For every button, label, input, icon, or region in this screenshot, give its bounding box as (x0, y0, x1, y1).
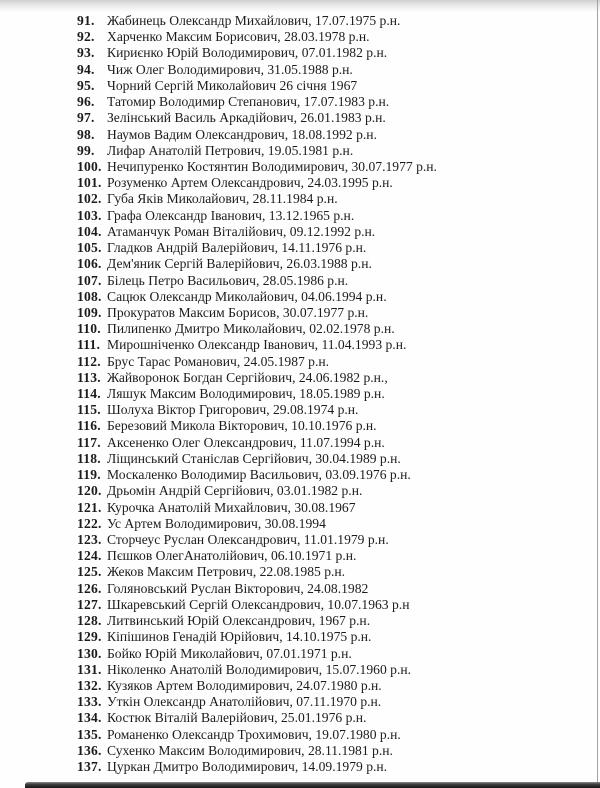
list-item-text: Гладков Андрій Валерійович, 14.11.1976 р.н. (107, 240, 367, 256)
list-item-text: Березовий Микола Вікторович, 10.10.1976 р.н. (107, 418, 377, 434)
list-item (0, 191, 600, 207)
list-item-number: 106. (77, 256, 102, 272)
list-item (0, 727, 600, 743)
list-item-number: 119. (77, 467, 101, 483)
list-item-text: Жеков Максим Петрович, 22.08.1985 р.н. (107, 564, 346, 580)
list-item (0, 386, 600, 402)
list-item-text: Сухенко Максим Володимирович, 28.11.1981 р.н. (107, 742, 393, 758)
list-item-text: Сацюк Олександр Миколайович, 04.06.1994 р.н. (107, 288, 387, 304)
list-item-number: 131. (77, 661, 102, 677)
list-item-number: 100. (77, 158, 102, 174)
list-item-number: 137. (77, 759, 102, 775)
list-item-text: Цуркан Дмитро Володимирович, 14.09.1979 р.н. (107, 759, 388, 775)
list-item (0, 548, 600, 564)
list-item-text: Харченко Максим Борисович, 28.03.1978 р.н. (107, 29, 370, 45)
list-item (0, 467, 600, 483)
list-item-number: 95. (77, 77, 95, 93)
list-item (0, 354, 600, 370)
list-item-text: Татомир Володимир Степанович, 17.07.1983 р.н. (107, 94, 390, 110)
list-item-number: 116. (77, 418, 101, 434)
list-item-number: 102. (77, 191, 102, 207)
list-item (0, 110, 600, 126)
list-item-number: 93. (77, 45, 95, 61)
list-item (0, 581, 600, 597)
list-item (0, 62, 600, 78)
list-item-number: 132. (77, 677, 102, 693)
list-item (0, 662, 600, 678)
list-item-text: Литвинський Юрій Олександрович, 1967 р.н. (107, 613, 371, 629)
list-item-text: Костюк Віталій Валерійович, 25.01.1976 р.н. (107, 710, 367, 726)
list-item (0, 646, 600, 662)
list-item (0, 305, 600, 321)
list-item-number: 111. (77, 337, 101, 353)
list-item-number: 130. (77, 645, 102, 661)
list-item-text: Уткін Олександр Анатолійович, 07.11.1970 р.н. (107, 694, 382, 710)
list-item-text: Дрьомін Андрій Сергійович, 03.01.1982 р.н. (107, 483, 363, 499)
list-item-number: 134. (77, 710, 102, 726)
list-item (0, 629, 600, 645)
list-item-text: Дем'яник Сергій Валерійович, 26.03.1988 р.н. (107, 256, 372, 272)
list-item (0, 45, 600, 61)
list-item-text: Білець Петро Васильович, 28.05.1986 р.н. (107, 272, 349, 288)
list-item-number: 129. (77, 629, 102, 645)
list-item (0, 29, 600, 45)
list-item-number: 115. (77, 402, 101, 418)
list-item (0, 321, 600, 337)
list-item-number: 121. (77, 499, 102, 515)
list-item (0, 402, 600, 418)
list-item (0, 532, 600, 548)
list-item (0, 289, 600, 305)
list-item (0, 694, 600, 710)
list-item (0, 516, 600, 532)
list-item-text: Мирошніченко Олександр Іванович, 11.04.1993 р.н. (107, 337, 407, 353)
list-item-text: Графа Олександр Іванович, 13.12.1965 р.н. (107, 207, 355, 223)
list-item (0, 451, 600, 467)
list-item-text: Губа Яків Миколайович, 28.11.1984 р.н. (107, 191, 338, 207)
list-item (0, 743, 600, 759)
list-item (0, 143, 600, 159)
list-item-number: 99. (77, 142, 95, 158)
list-item (0, 500, 600, 516)
list-item-text: Наумов Вадим Олександрович, 18.08.1992 р.н. (107, 126, 377, 142)
list-item (0, 483, 600, 499)
list-item-number: 136. (77, 742, 102, 758)
list-item-text: Сторчеус Руслан Олександрович, 11.01.1979 р.н. (107, 532, 389, 547)
list-item (0, 208, 600, 224)
list-item-number: 118. (77, 450, 101, 466)
list-item-number: 98. (77, 126, 95, 142)
list-item (0, 597, 600, 613)
list-item-number: 112. (77, 353, 101, 369)
list-item-number: 125. (77, 564, 102, 580)
list-item-text: Лифар Анатолій Петрович, 19.05.1981 р.н. (107, 142, 354, 158)
list-item-text: Кіпішинов Генадій Юрійович, 14.10.1975 р.н. (107, 629, 372, 645)
list-item-text: Москаленко Володимир Васильович, 03.09.1976 р.н. (107, 467, 411, 483)
list-item (0, 564, 600, 580)
list-item-number: 117. (77, 434, 101, 450)
list-item-text: Зелінський Василь Аркадійович, 26.01.1983 р.н. (107, 110, 386, 126)
list-item (0, 370, 600, 386)
list-item-text: Шкаревський Сергій Олександрович, 10.07.1963 р.н (107, 596, 410, 612)
list-item-number: 107. (77, 272, 102, 288)
list-item-text: Кириєнко Юрій Володимирович, 07.01.1982 р.н. (107, 45, 388, 61)
list-item (0, 224, 600, 240)
list-item-number: 113. (77, 369, 101, 385)
list-item-text: Голяновський Руслан Вікторович, 24.08.1982 (107, 580, 369, 596)
list-item-text: Ляшук Максим Володимирович, 18.05.1989 р.н. (107, 386, 385, 402)
list-item-text: Шолуха Віктор Григорович, 29.08.1974 р.н. (107, 402, 359, 418)
list-item-number: 96. (77, 94, 95, 110)
list-item-text: Бойко Юрій Миколайович, 07.01.1971 р.н. (107, 645, 352, 661)
list-item (0, 78, 600, 94)
list-item (0, 273, 600, 289)
list-item-number: 124. (77, 548, 102, 564)
list-item-number: 127. (77, 596, 102, 612)
scan-bottom-edge (25, 782, 600, 788)
list-item-text: Чорний Сергій Миколайович 26 січня 1967 (107, 77, 358, 93)
list-item-number: 135. (77, 726, 102, 742)
numbered-name-list (0, 13, 600, 775)
list-item-number: 120. (77, 483, 102, 499)
list-item-text: Пилипенко Дмитро Миколайович, 02.02.1978 р.н. (107, 321, 395, 337)
list-item-number: 110. (77, 321, 101, 337)
list-item-text: Ліщинський Станіслав Сергійович, 30.04.1989 р.н. (107, 450, 401, 466)
list-item (0, 175, 600, 191)
list-item-number: 123. (77, 532, 102, 547)
list-item (0, 435, 600, 451)
list-item-text: Аксененко Олег Олександрович, 11.07.1994 р.н. (107, 434, 385, 450)
list-item (0, 256, 600, 272)
list-item-number: 105. (77, 240, 102, 256)
list-item-text: Романенко Олександр Трохимович, 19.07.1980 р.н. (107, 726, 401, 742)
list-item-number: 126. (77, 580, 102, 596)
list-item-number: 122. (77, 515, 102, 531)
list-item-number: 128. (77, 613, 102, 629)
list-item-number: 91. (77, 13, 95, 28)
list-item-number: 109. (77, 304, 102, 320)
list-item-text: Розуменко Артем Олександрович, 24.03.1995 р.н. (107, 175, 393, 191)
list-item-text: Кузяков Артем Володимирович, 24.07.1980 р.н. (107, 677, 382, 693)
scan-top-shadow (0, 0, 600, 12)
list-item (0, 613, 600, 629)
list-item-number: 108. (77, 288, 102, 304)
list-item (0, 13, 600, 29)
list-item (0, 159, 600, 175)
list-item-number: 104. (77, 223, 102, 239)
list-item-text: Прокуратов Максим Борисов, 30.07.1977 р.н. (107, 304, 369, 320)
list-item-text: Брус Тарас Романович, 24.05.1987 р.н. (107, 353, 330, 369)
list-item-number: 114. (77, 386, 101, 402)
list-item (0, 710, 600, 726)
list-item-text: Нечипуренко Костянтин Володимирович, 30.07.1977 р.н. (107, 158, 437, 174)
list-item (0, 418, 600, 434)
list-item-number: 133. (77, 694, 102, 710)
list-item-text: Ніколенко Анатолій Володимирович, 15.07.1960 р.н. (107, 661, 412, 677)
list-item-number: 101. (77, 175, 102, 191)
list-item (0, 240, 600, 256)
list-item-number: 97. (77, 110, 95, 126)
list-item (0, 678, 600, 694)
list-item-text: Жайворонок Богдан Сергійович, 24.06.1982 р.н., (107, 369, 388, 385)
list-item-text: Жабинець Олександр Михайлович, 17.07.1975 р.н. (107, 13, 401, 28)
list-item (0, 127, 600, 143)
list-item-number: 103. (77, 207, 102, 223)
list-item-text: Атаманчук Роман Віталійович, 09.12.1992 р.н. (107, 223, 376, 239)
list-item (0, 759, 600, 775)
list-item-text: Чиж Олег Володимирович, 31.05.1988 р.н. (107, 61, 353, 77)
list-item-number: 94. (77, 61, 95, 77)
list-item-text: Пєшков ОлегАнатолійович, 06.10.1971 р.н. (107, 548, 357, 564)
list-item-text: Курочка Анатолій Михайлович, 30.08.1967 (107, 499, 356, 515)
list-item-text: Ус Артем Володимирович, 30.08.1994 (107, 515, 326, 531)
list-item (0, 94, 600, 110)
list-item-number: 92. (77, 29, 95, 45)
list-item (0, 337, 600, 353)
